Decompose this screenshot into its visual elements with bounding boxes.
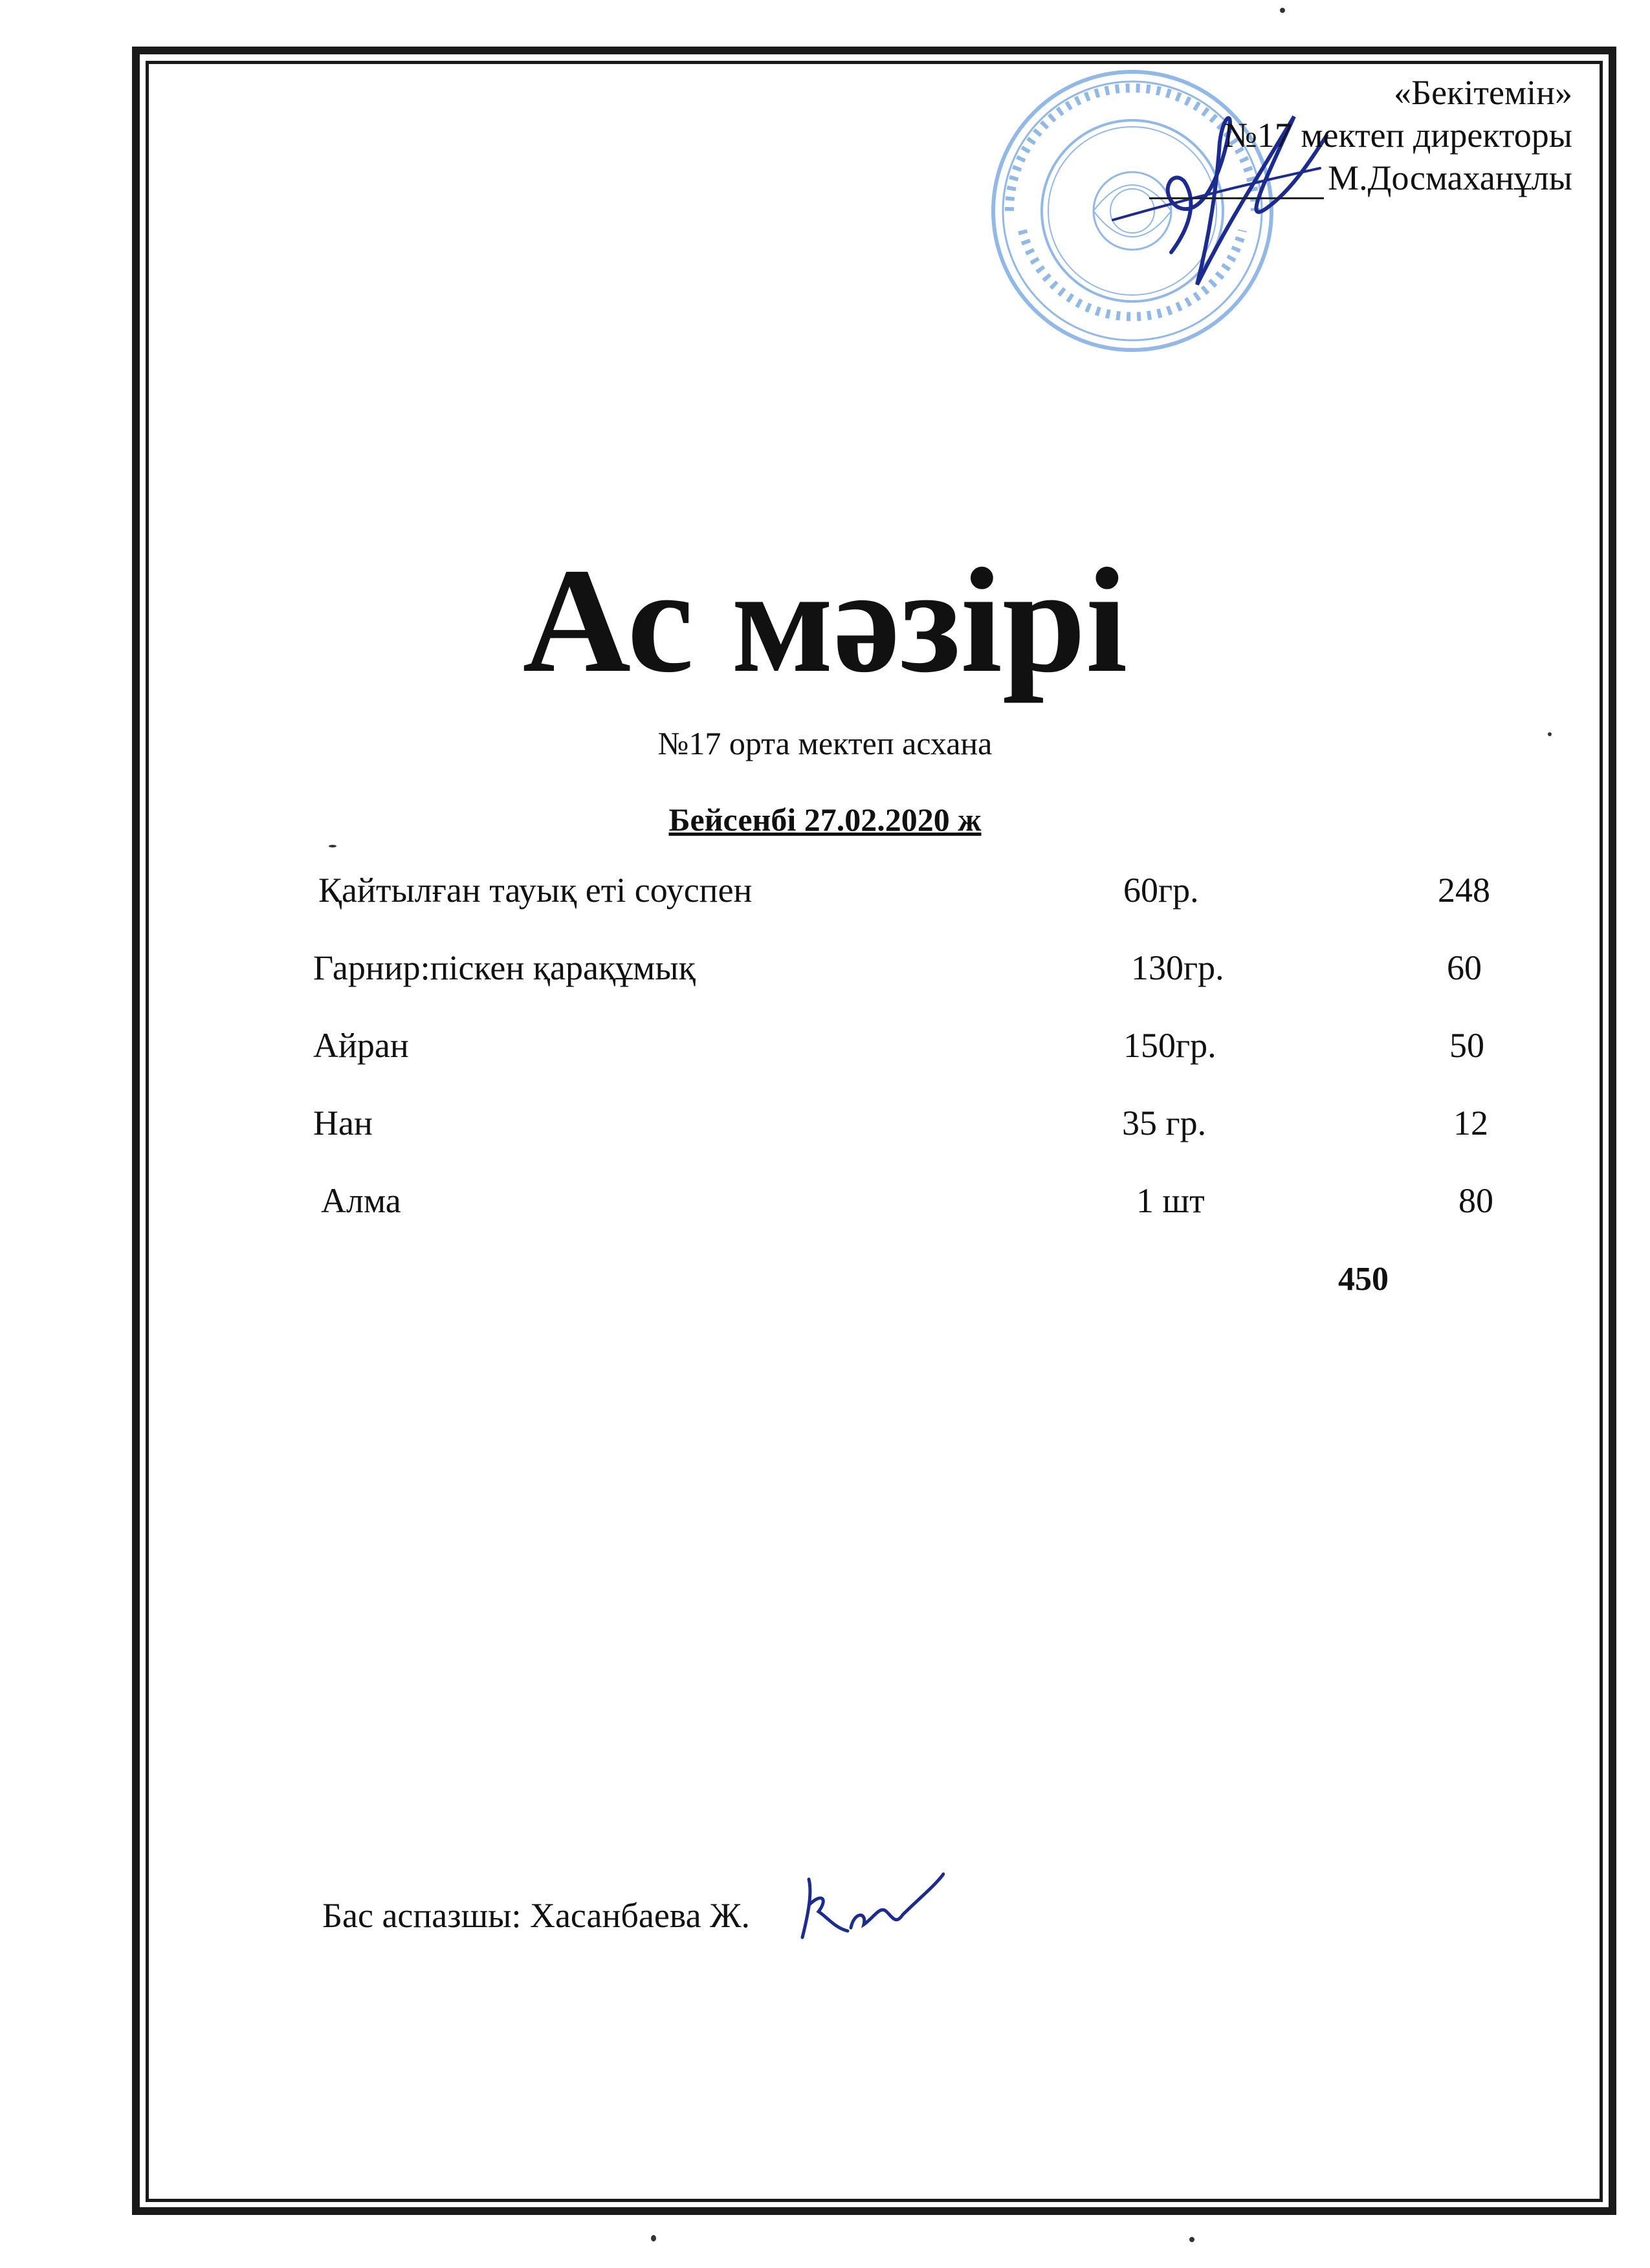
menu-item-weight: 1 шт	[1136, 1181, 1205, 1220]
menu-item-weight: 35 гр.	[1122, 1104, 1207, 1142]
scan-speck	[1548, 732, 1552, 736]
menu-item-name: Айран	[313, 1026, 409, 1065]
head-chef-line: Бас аспазшы: Хасанбаева Ж.	[322, 1896, 750, 1935]
signature-line	[1149, 165, 1324, 199]
calories-total: 450	[1338, 1261, 1389, 1298]
menu-item-calories: 50	[1449, 1026, 1484, 1065]
menu-item-calories: 248	[1438, 871, 1490, 910]
menu-item-calories: 12	[1453, 1104, 1488, 1142]
scan-speck	[651, 2235, 656, 2241]
chef-signature-icon	[789, 1866, 945, 1950]
menu-item-calories: 60	[1447, 948, 1482, 987]
menu-row	[0, 948, 1650, 993]
approval-block	[1149, 71, 1572, 199]
director-position: №17 мектеп директоры	[1224, 116, 1572, 155]
scan-speck	[329, 845, 336, 847]
director-name: М.Досмаханұлы	[1328, 158, 1572, 197]
menu-item-name: Қайтылған тауық еті соуспен	[318, 871, 753, 910]
school-canteen-name: №17 орта мектеп асхана	[657, 725, 993, 761]
menu-item-weight: 60гр.	[1123, 871, 1199, 910]
menu-date: Бейсенбі 27.02.2020 ж	[668, 801, 982, 838]
menu-row	[0, 1025, 1650, 1071]
menu-item-name: Гарнир:піскен қарақұмық	[313, 948, 696, 987]
menu-item-weight: 130гр.	[1131, 948, 1224, 987]
menu-item-name: Алма	[321, 1181, 401, 1220]
menu-item-calories: 80	[1458, 1181, 1493, 1220]
approval-label: «Бекітемін»	[1394, 73, 1572, 112]
scan-speck	[1280, 8, 1285, 13]
menu-row	[0, 1181, 1650, 1226]
scan-speck	[1189, 2237, 1194, 2242]
page-title: Ас мәзірі	[522, 538, 1128, 704]
menu-item-weight: 150гр.	[1123, 1026, 1216, 1065]
menu-item-name: Нан	[313, 1104, 373, 1142]
menu-row	[0, 1103, 1650, 1148]
menu-row	[0, 870, 1650, 915]
